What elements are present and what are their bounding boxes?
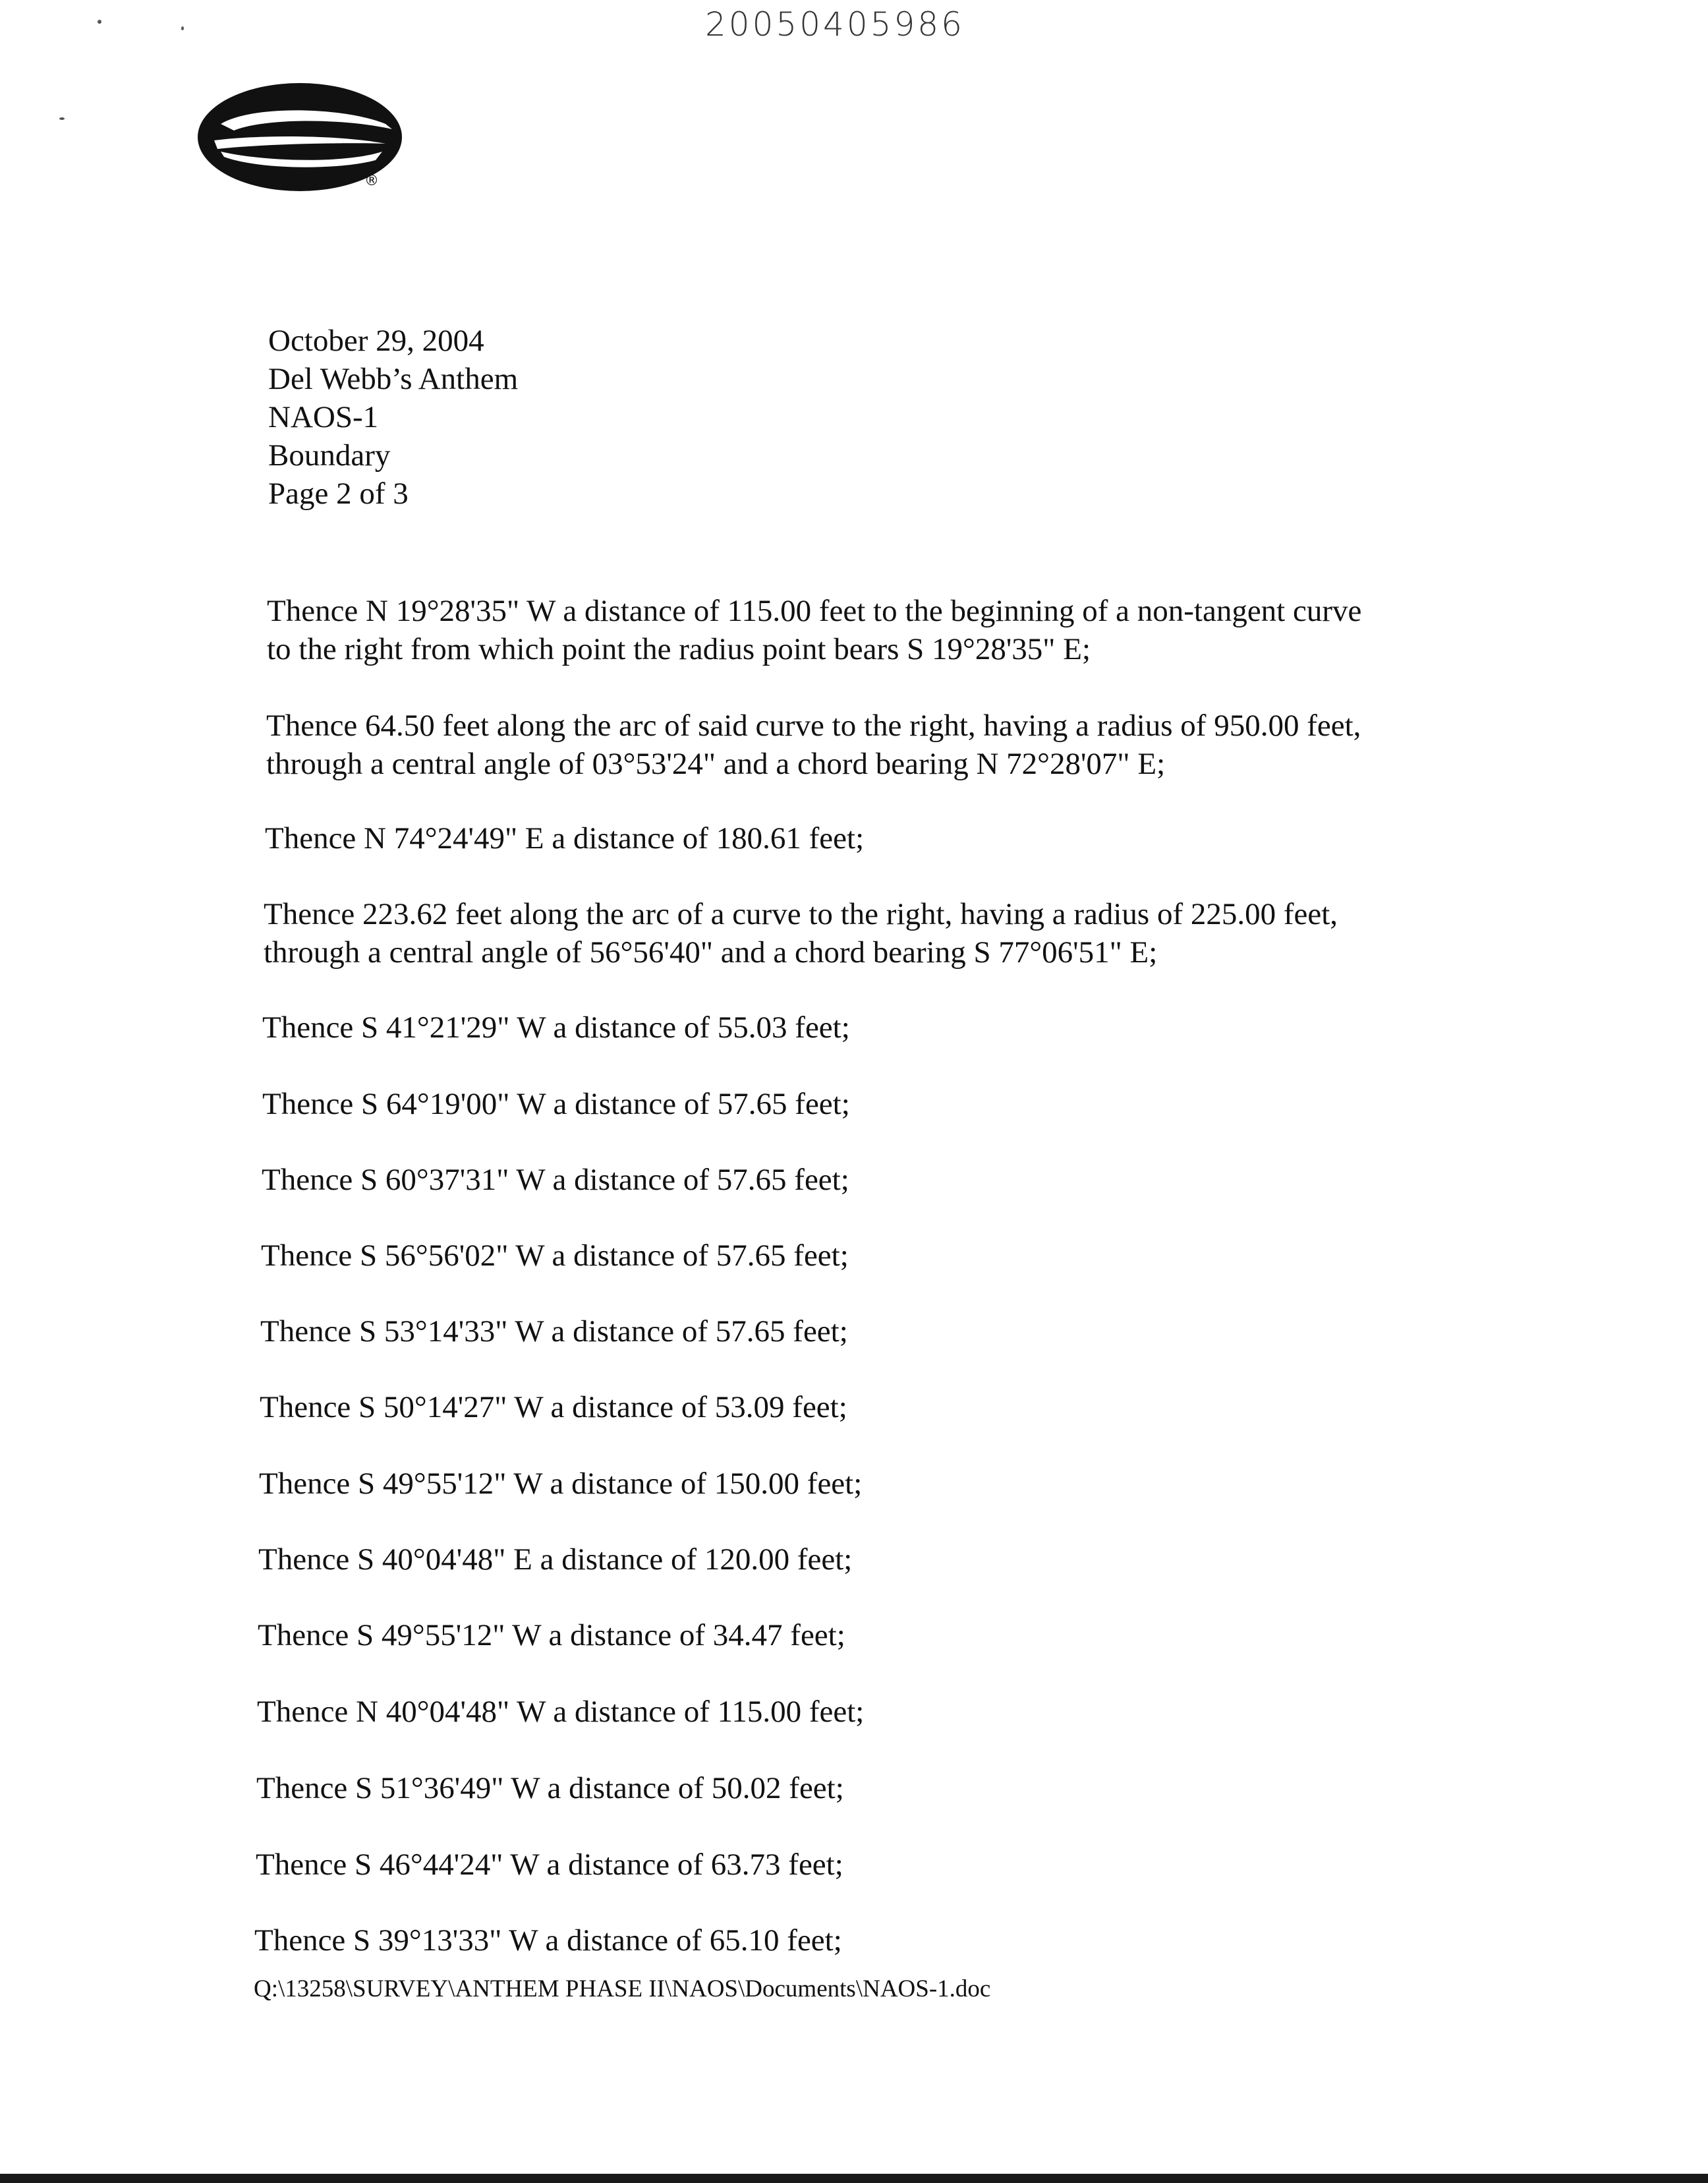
document-header xyxy=(268,322,518,513)
boundary-course xyxy=(262,1008,850,1047)
header-date: October 29, 2004 xyxy=(268,324,484,358)
course-line: through a central angle of 03°53'24" and a chord bearing N 72°28'07" E; xyxy=(266,747,1166,781)
course-line: Thence S 56°56'02" W a distance of 57.65 feet; xyxy=(261,1238,849,1273)
course-line: Thence N 74°24'49" E a distance of 180.61 feet; xyxy=(265,821,865,856)
course-line: Thence N 19°28'35" W a distance of 115.00 feet to the beginning of a non-tangent curve xyxy=(267,594,1362,628)
boundary-course xyxy=(254,1921,842,1960)
registered-mark: ® xyxy=(364,173,379,189)
scan-border xyxy=(0,2174,1708,2183)
boundary-course xyxy=(267,592,1361,668)
scan-speck xyxy=(181,26,184,30)
boundary-course xyxy=(265,819,864,858)
course-line: Thence S 40°04'48" E a distance of 120.00 feet; xyxy=(258,1542,853,1577)
document-number: 20050405986 xyxy=(705,5,965,44)
header-subject: Boundary xyxy=(268,438,391,473)
boundary-course xyxy=(260,1388,847,1426)
course-line: through a central angle of 56°56'40" and a chord bearing S 77°06'51" E; xyxy=(264,935,1158,970)
course-line: Thence S 64°19'00" W a distance of 57.65 feet; xyxy=(262,1087,850,1121)
boundary-course xyxy=(262,1085,850,1123)
course-line: Thence N 40°04'48" W a distance of 115.00 feet; xyxy=(257,1695,865,1729)
boundary-course xyxy=(261,1237,849,1275)
course-line: Thence S 53°14'33" W a distance of 57.65 feet; xyxy=(260,1314,848,1349)
header-project: Del Webb’s Anthem xyxy=(268,362,519,396)
boundary-course xyxy=(264,895,1338,972)
header-parcel: NAOS-1 xyxy=(268,400,379,434)
boundary-course xyxy=(258,1616,845,1654)
course-line: Thence S 41°21'29" W a distance of 55.03 feet; xyxy=(262,1010,850,1045)
boundary-course xyxy=(256,1846,843,1884)
boundary-course xyxy=(256,1769,844,1807)
boundary-course xyxy=(257,1693,864,1731)
boundary-course xyxy=(259,1465,862,1503)
course-line: Thence S 49°55'12" W a distance of 34.47 feet; xyxy=(258,1618,845,1652)
course-line: Thence S 39°13'33" W a distance of 65.10 feet; xyxy=(254,1923,842,1958)
scan-speck xyxy=(59,117,65,120)
header-page-number: Page 2 of 3 xyxy=(268,477,409,511)
boundary-course xyxy=(258,1540,852,1579)
course-line: Thence S 51°36'49" W a distance of 50.02 feet; xyxy=(256,1771,844,1805)
course-line: Thence S 49°55'12" W a distance of 150.00 feet; xyxy=(259,1467,863,1501)
footer-file-path: Q:\13258\SURVEY\ANTHEM PHASE II\NAOS\Documents\NAOS-1.doc xyxy=(254,1975,991,2002)
course-line: Thence S 46°44'24" W a distance of 63.73 feet; xyxy=(256,1848,843,1882)
course-line: Thence 223.62 feet along the arc of a curve to the right, having a radius of 225.00 feet, xyxy=(264,897,1338,931)
course-line: Thence S 60°37'31" W a distance of 57.65 feet; xyxy=(262,1163,849,1197)
course-line: Thence S 50°14'27" W a distance of 53.09 feet; xyxy=(260,1390,847,1424)
scan-speck xyxy=(98,20,101,24)
course-line: Thence 64.50 feet along the arc of said curve to the right, having a radius of 950.00 feet, xyxy=(266,709,1361,743)
boundary-course xyxy=(260,1312,848,1351)
boundary-course xyxy=(266,707,1361,783)
course-line: to the right from which point the radius point bears S 19°28'35" E; xyxy=(267,632,1091,666)
boundary-course xyxy=(262,1161,849,1199)
